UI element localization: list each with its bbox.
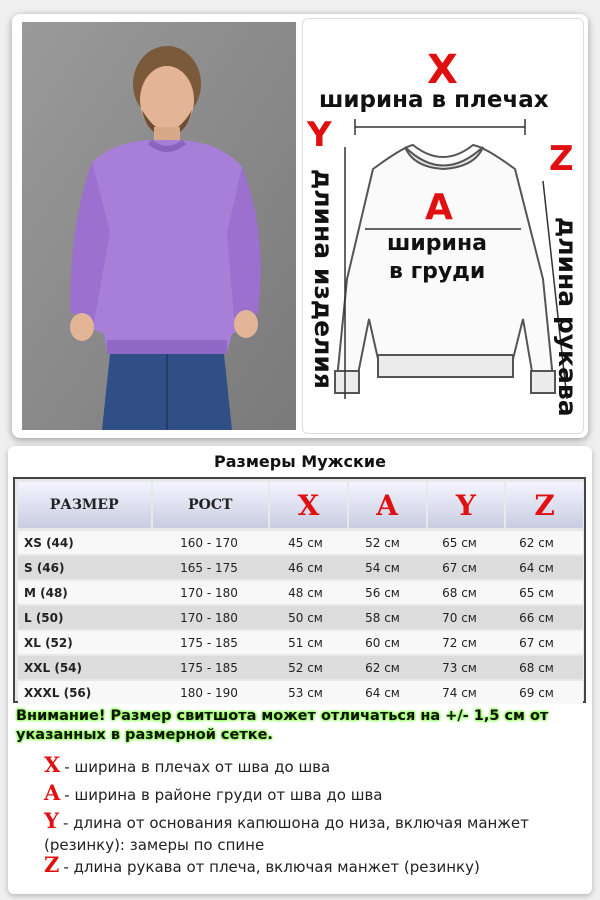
header-y: Y: [428, 482, 505, 528]
cell-height: 175 - 185: [180, 635, 238, 650]
table-row: [18, 581, 583, 604]
z-letter: Z: [549, 139, 574, 179]
table-row: [18, 606, 583, 629]
y-letter: Y: [307, 115, 332, 155]
legend-item-y: [44, 810, 564, 856]
z-label: длина рукава: [553, 217, 582, 417]
legend-letter-y: Y: [44, 808, 59, 833]
model-illustration: [22, 22, 296, 430]
cell-size: XL (52): [24, 635, 73, 650]
cell-y: 73 см: [442, 660, 477, 675]
cell-a: 64 см: [365, 685, 400, 700]
legend-letter-a: A: [44, 780, 61, 805]
cell-x: 52 см: [288, 660, 323, 675]
legend-text-x: - ширина в плечах от шва до шва: [64, 758, 331, 776]
cell-y: 70 см: [442, 610, 477, 625]
cell-size: L (50): [24, 610, 64, 625]
measurement-diagram: [302, 18, 584, 434]
cell-x: 48 см: [288, 585, 323, 600]
x-label: ширина в плечах: [319, 87, 549, 113]
cell-size: XS (44): [24, 535, 74, 550]
cell-a: 62 см: [365, 660, 400, 675]
cell-x: 46 см: [288, 560, 323, 575]
product-photo: [22, 22, 296, 430]
warning-note: Внимание! Размер свитшота может отличаться на +/- 1,5 см от указанных в размерной сетке.: [16, 708, 549, 743]
cell-height: 175 - 185: [180, 660, 238, 675]
header-x: X: [270, 482, 347, 528]
cell-z: 69 см: [519, 685, 554, 700]
cell-size: XXXL (56): [24, 685, 92, 700]
table-row: [18, 556, 583, 579]
legend-letter-z: Z: [44, 852, 60, 877]
cell-x: 53 см: [288, 685, 323, 700]
x-letter: X: [427, 47, 458, 93]
legend-item-z: [44, 854, 564, 878]
cell-height: 170 - 180: [180, 585, 238, 600]
cell-height: 180 - 190: [180, 685, 238, 700]
cell-z: 62 см: [519, 535, 554, 550]
cell-z: 66 см: [519, 610, 554, 625]
cell-height: 165 - 175: [180, 560, 238, 575]
size-table-header: [18, 482, 583, 528]
cell-height: 160 - 170: [180, 535, 238, 550]
header-size: РАЗМЕР: [18, 482, 151, 528]
cell-z: 68 см: [519, 660, 554, 675]
table-row: [18, 656, 583, 679]
cell-y: 68 см: [442, 585, 477, 600]
y-label: длина изделия: [309, 169, 338, 389]
size-table: [13, 477, 586, 703]
a-letter: A: [425, 187, 453, 228]
cell-x: 50 см: [288, 610, 323, 625]
size-chart-title: Размеры Мужские: [214, 452, 386, 471]
cell-size: S (46): [24, 560, 65, 575]
a-label-line2: в груди: [389, 259, 486, 284]
table-row: [18, 531, 583, 554]
cell-a: 56 см: [365, 585, 400, 600]
legend-text-a: - ширина в районе груди от шва до шва: [64, 786, 383, 804]
cell-size: M (48): [24, 585, 68, 600]
header-height: РОСТ: [153, 482, 269, 528]
cell-z: 64 см: [519, 560, 554, 575]
legend-item-a: [44, 782, 564, 806]
cell-a: 60 см: [365, 635, 400, 650]
cell-y: 65 см: [442, 535, 477, 550]
legend-item-x: [44, 754, 564, 778]
table-row: [18, 681, 583, 704]
cell-x: 51 см: [288, 635, 323, 650]
legend-text-z: - длина рукава от плеча, включая манжет (резинку): [63, 858, 480, 876]
cell-height: 170 - 180: [180, 610, 238, 625]
cell-x: 45 см: [288, 535, 323, 550]
cell-z: 65 см: [519, 585, 554, 600]
cell-a: 52 см: [365, 535, 400, 550]
cell-size: XXL (54): [24, 660, 82, 675]
legend-letter-x: X: [44, 752, 61, 777]
cell-z: 67 см: [519, 635, 554, 650]
cell-y: 67 см: [442, 560, 477, 575]
cell-y: 74 см: [442, 685, 477, 700]
header-z: Z: [506, 482, 583, 528]
cell-y: 72 см: [442, 635, 477, 650]
a-label-line1: ширина: [387, 231, 487, 256]
legend-text-y: - длина от основания капюшона до низа, включая манжет (резинку): замеры по спине: [44, 814, 529, 854]
header-a: A: [349, 482, 426, 528]
cell-a: 58 см: [365, 610, 400, 625]
table-row: [18, 631, 583, 654]
cell-a: 54 см: [365, 560, 400, 575]
